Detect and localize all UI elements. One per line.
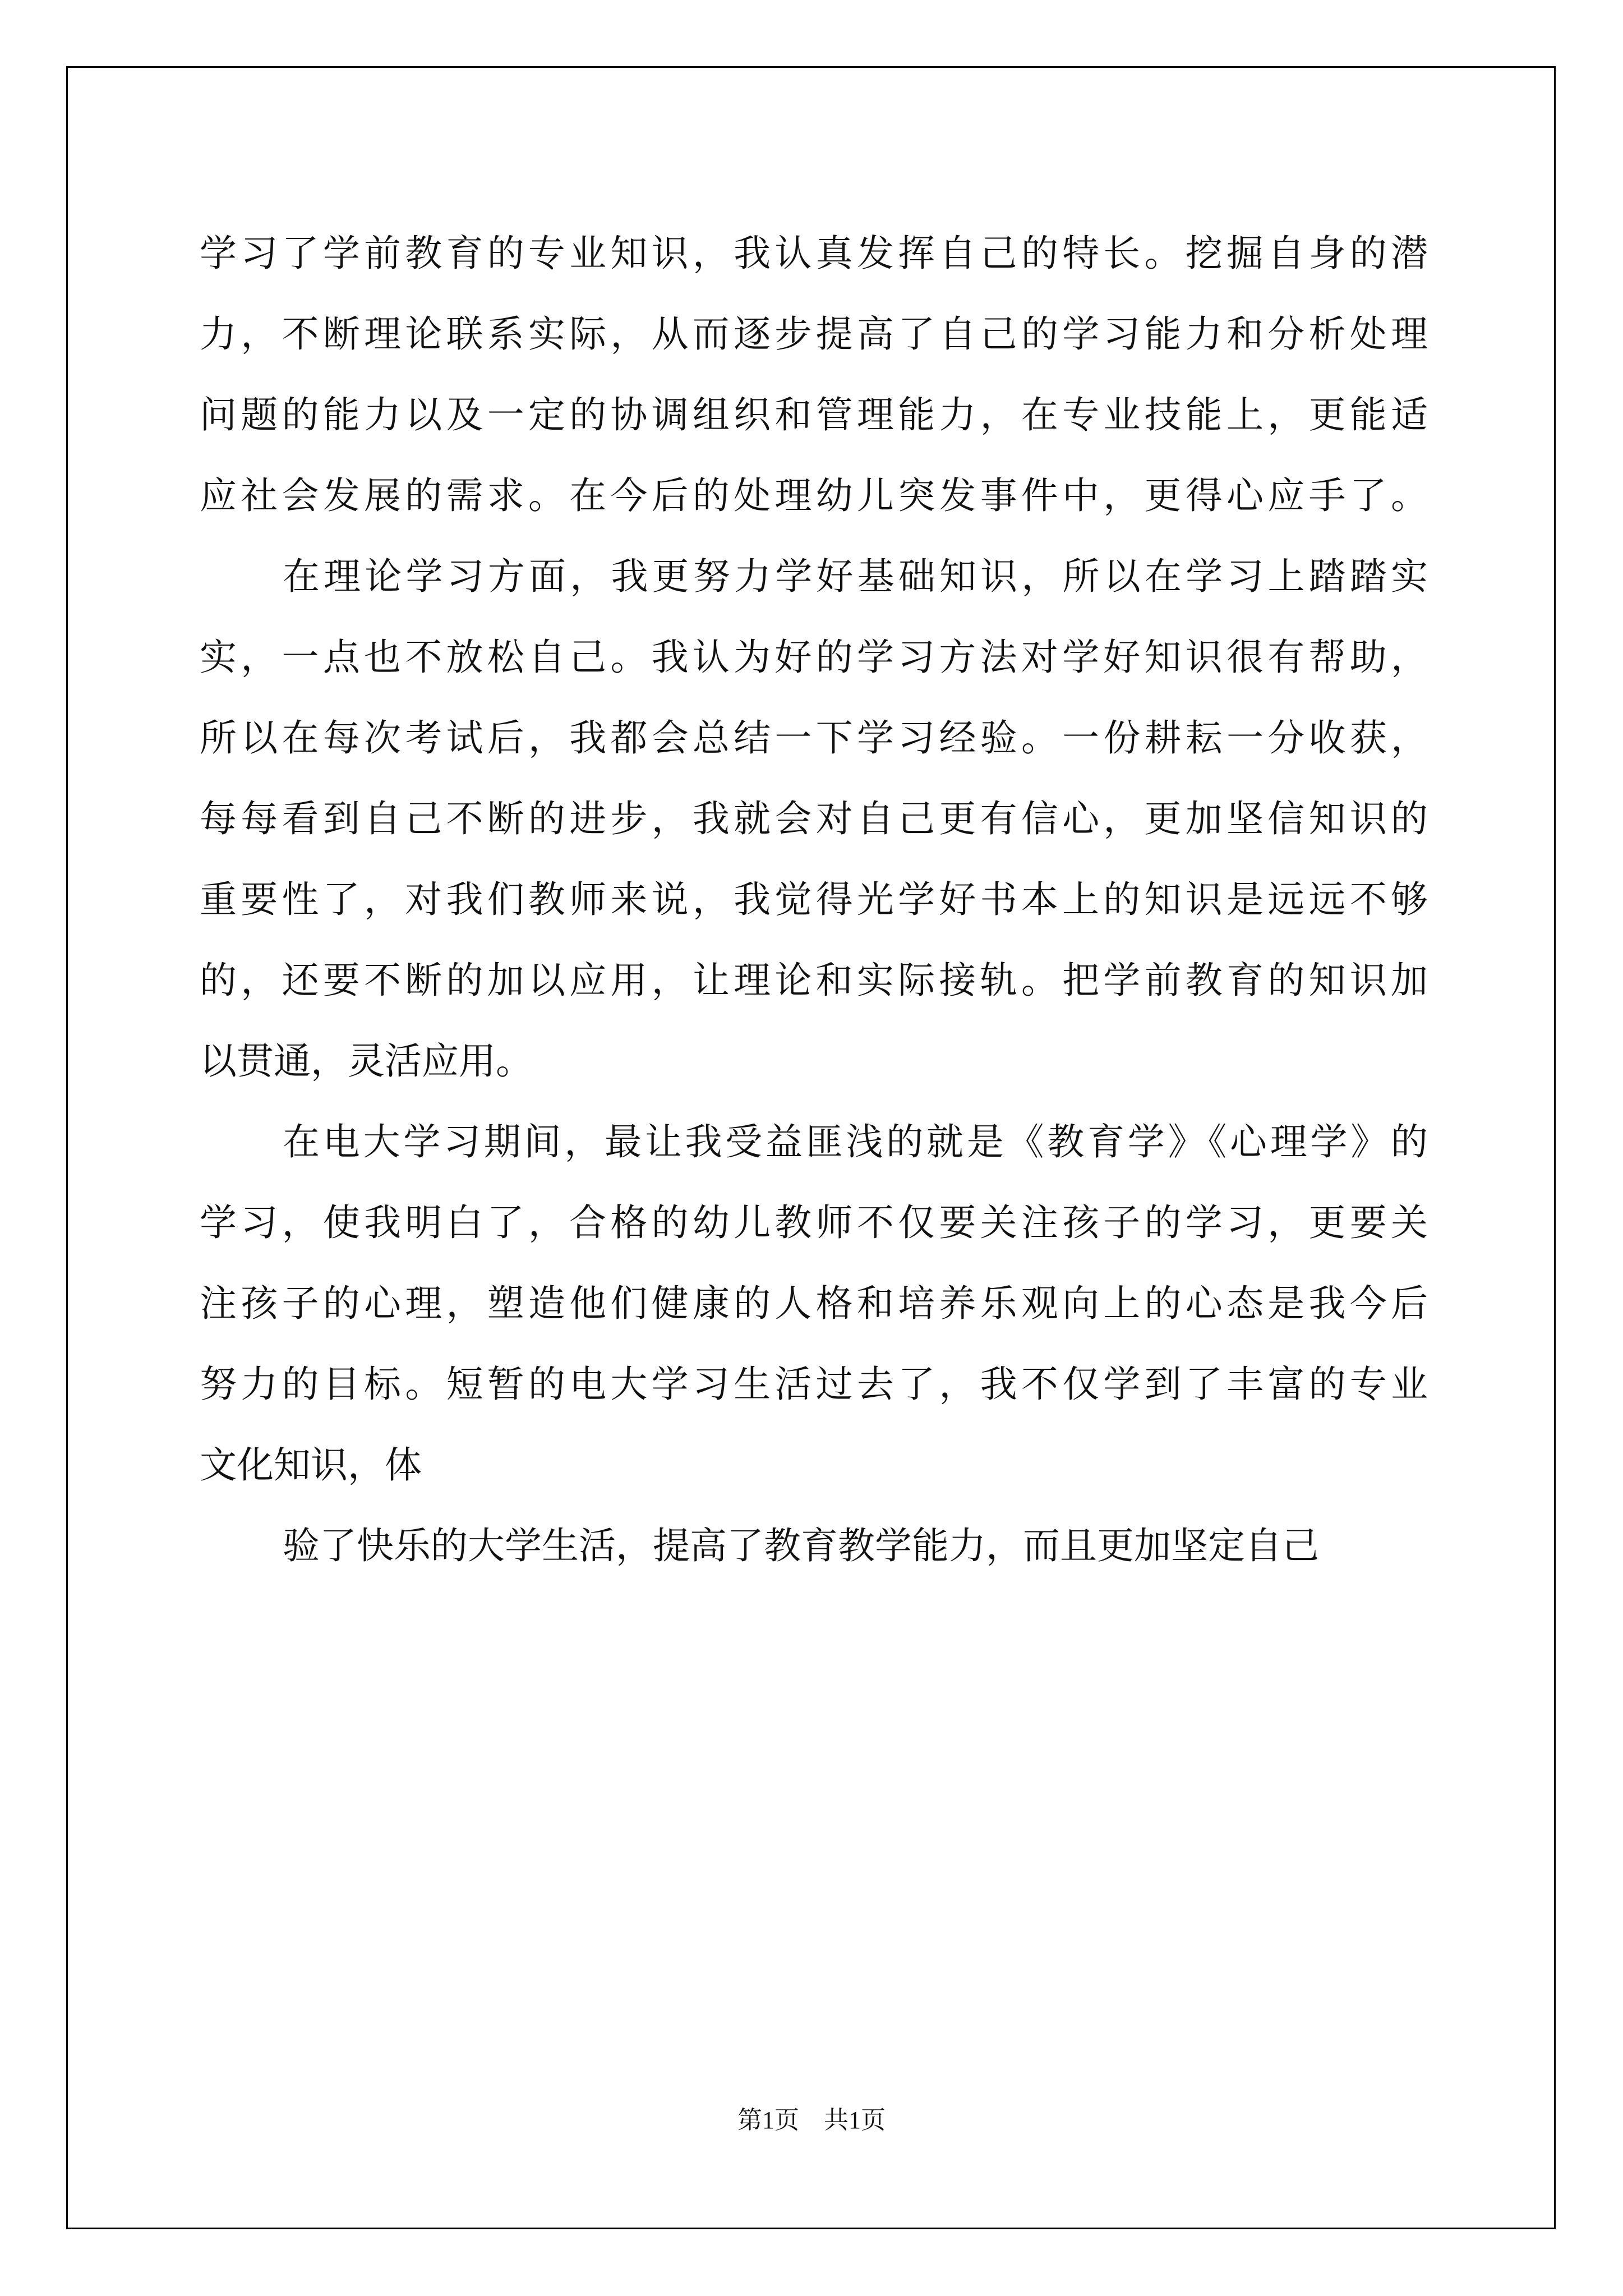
- page-total: 共1页: [824, 2106, 886, 2134]
- text-line: 学习，使我明白了，合格的幼儿教师不仅要关注孩子的学习，更要关: [200, 1201, 1428, 1244]
- text-line: 所以在每次考试后，我都会总结一下学习经验。一份耕耘一分收获，: [200, 716, 1428, 760]
- page-footer: [0, 2104, 1623, 2137]
- text-line: 在电大学习期间，最让我受益匪浅的就是《教育学》《心理学》的: [283, 1120, 1428, 1163]
- text-line: 以贯通，灵活应用。: [200, 1039, 533, 1083]
- text-line: 应社会发展的需求。在今后的处理幼儿突发事件中，更得心应手了。: [200, 474, 1428, 517]
- text-line: 在理论学习方面，我更努力学好基础知识，所以在学习上踏踏实: [283, 555, 1428, 598]
- text-line: 注孩子的心理，塑造他们健康的人格和培养乐观向上的心态是我今后: [200, 1282, 1428, 1325]
- text-line: 验了快乐的大学生活，提高了教育教学能力，而且更加坚定自己: [283, 1524, 1319, 1567]
- text-line: 的，还要不断的加以应用，让理论和实际接轨。把学前教育的知识加: [200, 959, 1428, 1002]
- text-line: 问题的能力以及一定的协调组织和管理能力，在专业技能上，更能适: [200, 393, 1428, 436]
- text-line: 每每看到自己不断的进步，我就会对自己更有信心，更加坚信知识的: [200, 797, 1428, 840]
- text-line: 文化知识，体: [200, 1443, 422, 1487]
- text-line: 努力的目标。短暂的电大学习生活过去了，我不仅学到了丰富的专业: [200, 1363, 1428, 1406]
- text-line: 重要性了，对我们教师来说，我觉得光学好书本上的知识是远远不够: [200, 878, 1428, 921]
- text-line: 实，一点也不放松自己。我认为好的学习方法对学好知识很有帮助，: [200, 636, 1428, 679]
- text-line: 力，不断理论联系实际，从而逐步提高了自己的学习能力和分析处理: [200, 312, 1428, 356]
- page-number: 第1页: [737, 2106, 799, 2134]
- text-line: 学习了学前教育的专业知识，我认真发挥自己的特长。挖掘自身的潜: [200, 232, 1428, 275]
- document-body: [200, 213, 1428, 1586]
